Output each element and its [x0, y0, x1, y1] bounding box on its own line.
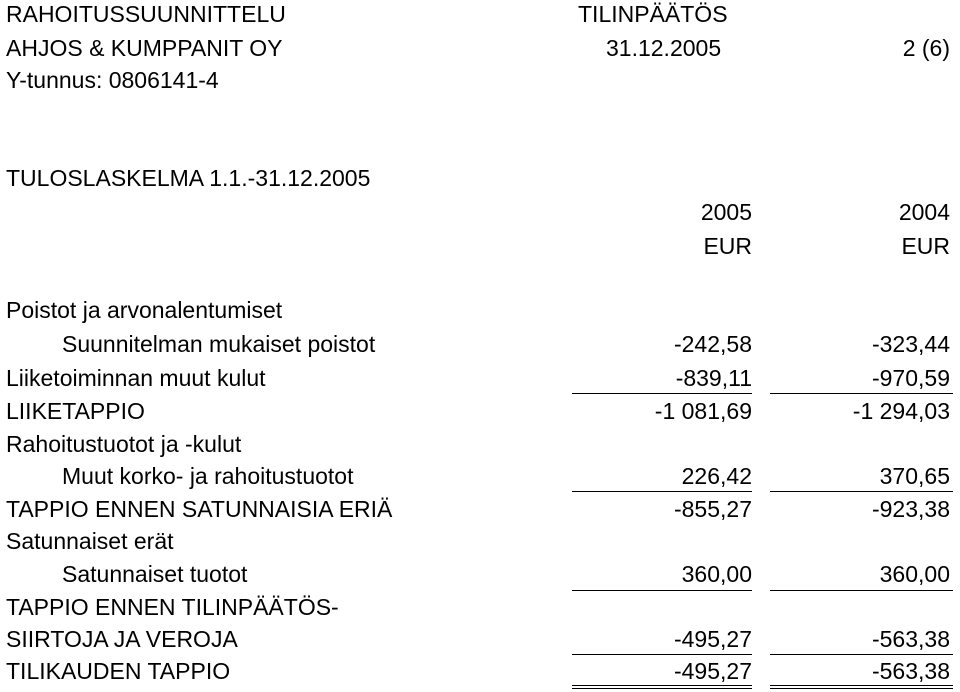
row-value-2004: -923,38	[871, 496, 950, 522]
total-double-rule	[572, 685, 752, 689]
row-label: SIIRTOJA JA VEROJA	[6, 626, 238, 652]
statement-date: 31.12.2005	[606, 35, 722, 61]
column-unit-2005: EUR	[703, 233, 752, 259]
row-label: Liiketoiminnan muut kulut	[6, 365, 266, 391]
subtotal-rule	[572, 654, 752, 655]
row-label: Muut korko- ja rahoitustuotot	[62, 463, 354, 489]
row-label: TAPPIO ENNEN TILINPÄÄTÖS-	[6, 594, 339, 620]
row-label: TAPPIO ENNEN SATUNNAISIA ERIÄ	[6, 496, 393, 522]
subtotal-rule	[572, 491, 752, 492]
row-value-2004: 370,65	[879, 463, 950, 489]
row-value-2005: -495,27	[673, 626, 752, 652]
row-label: TILIKAUDEN TAPPIO	[6, 658, 231, 684]
column-year-2004: 2004	[898, 199, 950, 225]
row-value-2004: -323,44	[871, 331, 950, 357]
subtotal-rule	[770, 590, 953, 591]
page-number: 2 (6)	[902, 35, 950, 61]
row-value-2005: -855,27	[673, 496, 752, 522]
column-unit-2004: EUR	[901, 233, 950, 259]
total-double-rule	[770, 685, 953, 689]
subtotal-rule	[572, 590, 752, 591]
row-value-2005: -839,11	[675, 365, 752, 391]
row-value-2004: -563,38	[871, 626, 950, 652]
row-label: Poistot ja arvonalentumiset	[6, 297, 283, 323]
row-label: LIIKETAPPIO	[6, 398, 145, 424]
statement-title: TULOSLASKELMA 1.1.-31.12.2005	[6, 165, 371, 191]
subtotal-rule	[770, 654, 953, 655]
business-id: Y-tunnus: 0806141-4	[6, 67, 219, 93]
row-value-2005: 360,00	[681, 561, 752, 587]
row-label: Satunnaiset tuotot	[62, 561, 248, 587]
row-value-2005: -1 081,69	[654, 398, 752, 424]
row-value-2005: -495,27	[673, 658, 752, 684]
row-label: Satunnaiset erät	[6, 528, 174, 554]
row-value-2004: -1 294,03	[852, 398, 950, 424]
subtotal-rule	[770, 491, 953, 492]
company-type: RAHOITUSSUUNNITTELU	[6, 1, 286, 27]
document-type: TILINPÄÄTÖS	[578, 1, 728, 27]
row-label: Rahoitustuotot ja -kulut	[6, 431, 242, 457]
company-name: AHJOS & KUMPPANIT OY	[6, 35, 283, 61]
column-year-2005: 2005	[700, 199, 752, 225]
subtotal-rule	[572, 393, 752, 394]
row-value-2005: -242,58	[673, 331, 752, 357]
row-value-2004: -563,38	[871, 658, 950, 684]
row-value-2005: 226,42	[681, 463, 752, 489]
row-value-2004: -970,59	[871, 365, 950, 391]
row-label: Suunnitelman mukaiset poistot	[62, 331, 376, 357]
row-value-2004: 360,00	[879, 561, 950, 587]
subtotal-rule	[770, 393, 953, 394]
